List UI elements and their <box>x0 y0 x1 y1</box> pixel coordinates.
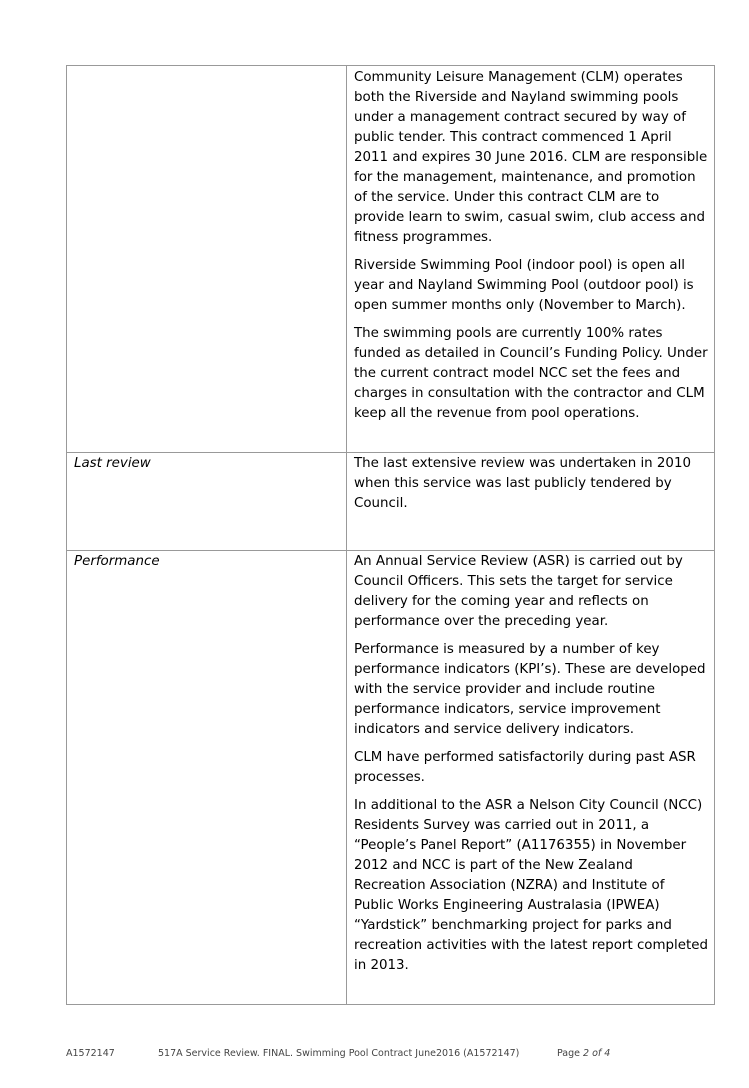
paragraph: An Annual Service Review (ASR) is carried out by Council Officers. This sets the target for service delivery for the coming year and reflects on performance over the preceding year. <box>354 554 683 629</box>
table-row <box>67 453 715 551</box>
paragraph: Performance is measured by a number of key performance indicators (KPI’s). These are developed with the service provider and include routine performance indicators, service improvement indicators and service delivery indicators. <box>354 642 706 737</box>
table-row <box>67 551 715 1005</box>
footer-page-word: Page <box>557 1048 580 1059</box>
table-row <box>67 66 715 453</box>
row-label: Last review <box>67 453 347 551</box>
document-table <box>66 65 715 1005</box>
paragraph: Riverside Swimming Pool (indoor pool) is open all year and Nayland Swimming Pool (outdoor pool) is open summer months only (November to March). <box>354 258 694 313</box>
paragraph: Community Leisure Management (CLM) operates both the Riverside and Nayland swimming pools under a management contract secured by way of public tender. This contract commenced 1 April 2011 and expires 30 June 2016. CLM are responsible for the management, maintenance, and promotion of the service. Under this contract CLM are to provide learn to swim, casual swim, club access and fitness programmes. <box>354 70 708 245</box>
footer-page-number <box>557 1048 610 1059</box>
row-label: Performance <box>67 551 347 1005</box>
footer-doc-id: A1572147 <box>66 1048 115 1059</box>
row-content <box>347 453 715 551</box>
footer-page-of: 2 of 4 <box>583 1048 611 1059</box>
paragraph: The last extensive review was undertaken in 2010 when this service was last publicly tendered by Council. <box>354 456 691 511</box>
row-content <box>347 66 715 453</box>
paragraph: The swimming pools are currently 100% rates funded as detailed in Council’s Funding Policy. Under the current contract model NCC set the fees and charges in consultation with the contractor and CLM keep all the revenue from pool operations. <box>354 326 708 421</box>
paragraph: In additional to the ASR a Nelson City Council (NCC) Residents Survey was carried out in 2011, a “People’s Panel Report” (A1176355) in November 2012 and NCC is part of the New Zealand Recreation Association (NZRA) and Institute of Public Works Engineering Australasia (IPWEA) “Yardstick” benchmarking project for parks and recreation activities with the latest report completed in 2013. <box>354 798 708 973</box>
paragraph: CLM have performed satisfactorily during past ASR processes. <box>354 750 696 785</box>
row-label <box>67 66 347 453</box>
row-content <box>347 551 715 1005</box>
footer-doc-title: 517A Service Review. FINAL. Swimming Pool Contract June2016 (A1572147) <box>158 1048 520 1059</box>
